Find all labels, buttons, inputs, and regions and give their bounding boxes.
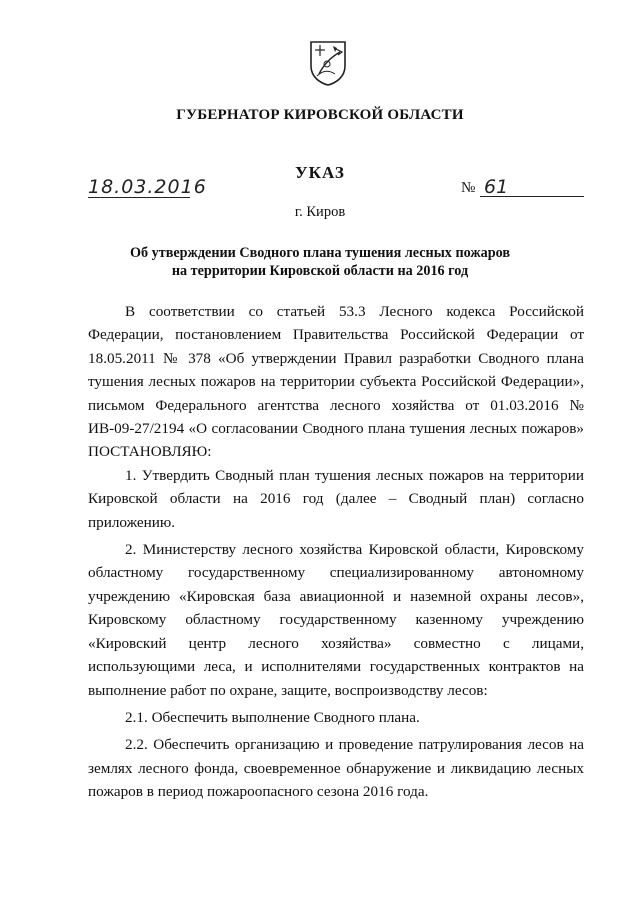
document-title: [0, 244, 640, 280]
document-body: [88, 300, 584, 804]
city-line: г. Киров: [294, 204, 346, 220]
title-line-2: на территории Кировской области на 2016 год: [171, 263, 469, 279]
number-label: №: [461, 180, 476, 196]
title-line-1: Об утверждении Сводного плана тушения лесных пожаров: [129, 245, 511, 261]
document-type-heading: УКАЗ: [295, 163, 345, 182]
paragraph-item-2-1: 2.1. Обеспечить выполнение Сводного плана.: [125, 708, 420, 726]
paragraph-preamble: В соответствии со статьей 53.3 Лесного кодекса Российской Федерации, постановлением Правительства Российской Федерации от 18.05.2011 № 378 «Об утверждении Правил разработки Сводного плана тушения лесных пожаров на территории субъекта Российской Федерации», письмом Федерального агентства лесного хозяйства от 01.03.2016 № ИВ-09-27/2194 «О согласовании Сводного плана тушения лесных пожаров» ПОСТАНОВЛЯЮ:: [88, 303, 584, 461]
handwritten-number: 61: [480, 177, 584, 197]
paragraph-item-2: 2. Министерству лесного хозяйства Кировской области, Кировскому областному государственному специализированному автономному учреждению «Кировская база авиационной и наземной охраны лесов», Кировскому областному государственному казенному учреждению «Кировский центр лесного хозяйства» совместно с лицами, использующими леса, и исполнителями государственных контрактов на выполнение работ по охране, защите, воспроизводству лесов:: [88, 541, 584, 699]
kirov-coat-of-arms-icon: [309, 40, 347, 86]
paragraph-item-2-2: 2.2. Обеспечить организацию и проведение патрулирования лесов на землях лесного фонда, своевременное обнаружение и ликвидацию лесных пожаров в период пожароопасного сезона 2016 года.: [88, 736, 584, 801]
handwritten-date: 18.03.2016: [88, 176, 207, 198]
paragraph-item-1: 1. Утвердить Сводный план тушения лесных пожаров на территории Кировской области на 2016 год (далее – Сводный план) согласно приложению.: [88, 466, 584, 531]
authority-heading: ГУБЕРНАТОР КИРОВСКОЙ ОБЛАСТИ: [176, 107, 464, 123]
